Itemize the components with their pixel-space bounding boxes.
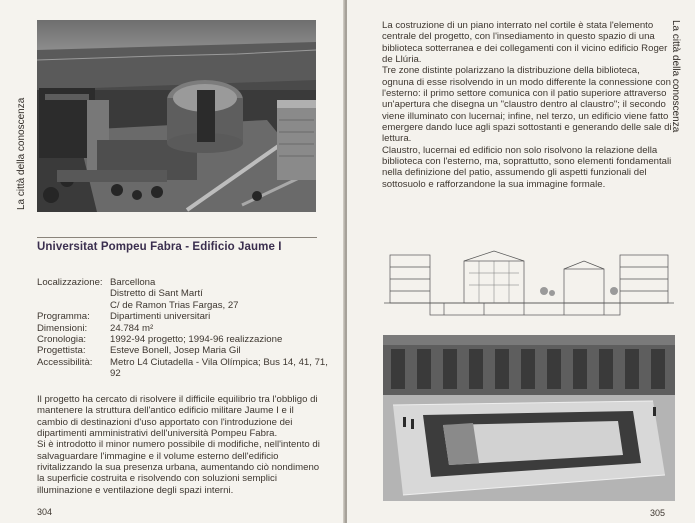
detail-row [37, 300, 338, 311]
detail-row [37, 323, 338, 334]
running-head-right [667, 20, 683, 210]
running-head-left [13, 20, 29, 210]
detail-label: Accessibilità: [37, 356, 93, 368]
detail-row [37, 357, 338, 380]
aerial-photo-image [37, 20, 316, 212]
title-rule [37, 237, 317, 238]
detail-value: C/ de Ramon Trias Fargas, 27 [110, 299, 239, 311]
aerial-photo [37, 20, 316, 212]
section-drawing [384, 243, 674, 319]
running-head-text: La città della conoscenza [670, 20, 681, 133]
detail-value: 24.784 m² [110, 322, 154, 334]
detail-row [37, 345, 338, 356]
detail-value: 1992-94 progetto; 1994-96 realizzazione [110, 334, 283, 346]
page-number-left: 304 [37, 507, 53, 517]
detail-label: Dimensioni: [37, 322, 88, 334]
right-page [347, 0, 695, 523]
left-page [0, 0, 345, 523]
paragraph: Si è introdotto il minor numero possibile di modifiche, nell'intento di salvaguardare l'immagine e il volume esterno dell'edificio rivitalizzando la sua presenza urbana, aumentando ciò nondimeno la superficie costruita e risolvendo con soluzioni semplici illuminazione e ventilazione degli spazi interni. [37, 439, 320, 496]
detail-row [37, 311, 338, 322]
paragraph: Tre zone distinte polarizzano la distribuzione della biblioteca, ognuna di esse risolvendo in un modo differente la connessione con l'esterno: il primo settore comunica con il patio superiore attraverso un'apertura che disegna un "claustro dentro al claustro"; il secondo viene illuminato con lucernai; infine, nel terzo, un edificio viene fatto emergere dando luce agli spazi sottostanti e generando delle sale di lettura. [382, 65, 672, 145]
building-details [37, 277, 338, 380]
detail-value: Metro L4 Ciutadella - Vila Olímpica; Bus 14, 41, 71, 92 [110, 356, 328, 380]
detail-value: Barcellona [110, 277, 156, 288]
page-number-right: 305 [650, 508, 666, 518]
detail-label: Cronologia: [37, 334, 87, 346]
section-drawing-image [384, 243, 674, 319]
detail-label: Progettista: [37, 345, 86, 357]
courtyard-photo-image [383, 335, 675, 501]
paragraph: Claustro, lucernai ed edificio non solo risolvono la relazione della biblioteca con l'esterno, ma, soprattutto, sono elementi fondamentali nella definizione del patio, assumendo gli aspetti funzionali del sottosuolo e rafforzandone la sua immagine formale. [382, 144, 672, 190]
detail-label [37, 288, 110, 299]
paragraph: Il progetto ha cercato di risolvere il difficile equilibrio tra l'obbligo di mantenere la struttura dell'antico edificio militare Jaume I e il cambio di destinazioni d'uso apportato con l'introduzione dei dipartimenti amministrativi dell'università Pompeu Fabra. [37, 394, 318, 440]
courtyard-photo [383, 335, 675, 501]
detail-row [37, 334, 338, 345]
right-body-text [382, 20, 672, 190]
running-head-text: La città della conoscenza [16, 97, 27, 210]
detail-label: Programma: [37, 311, 90, 323]
detail-row [37, 288, 338, 299]
detail-label: Localizzazione: [37, 277, 103, 288]
detail-row [37, 277, 338, 288]
detail-label [37, 300, 110, 311]
paragraph: La costruzione di un piano interrato nel cortile è stata l'elemento centrale del progetto, con l'insediamento in questo spazio di una biblioteca sotterranea e dei collegamenti con il vicino edificio Roger de Llúria. [382, 20, 668, 66]
detail-value: Distretto di Sant Martí [110, 288, 203, 300]
detail-value: Dipartimenti universitari [110, 311, 211, 323]
detail-value: Esteve Bonell, Josep Maria Gil [110, 345, 241, 357]
building-title: Universitat Pompeu Fabra - Edificio Jaume I [37, 241, 282, 253]
left-body-text [37, 394, 320, 496]
